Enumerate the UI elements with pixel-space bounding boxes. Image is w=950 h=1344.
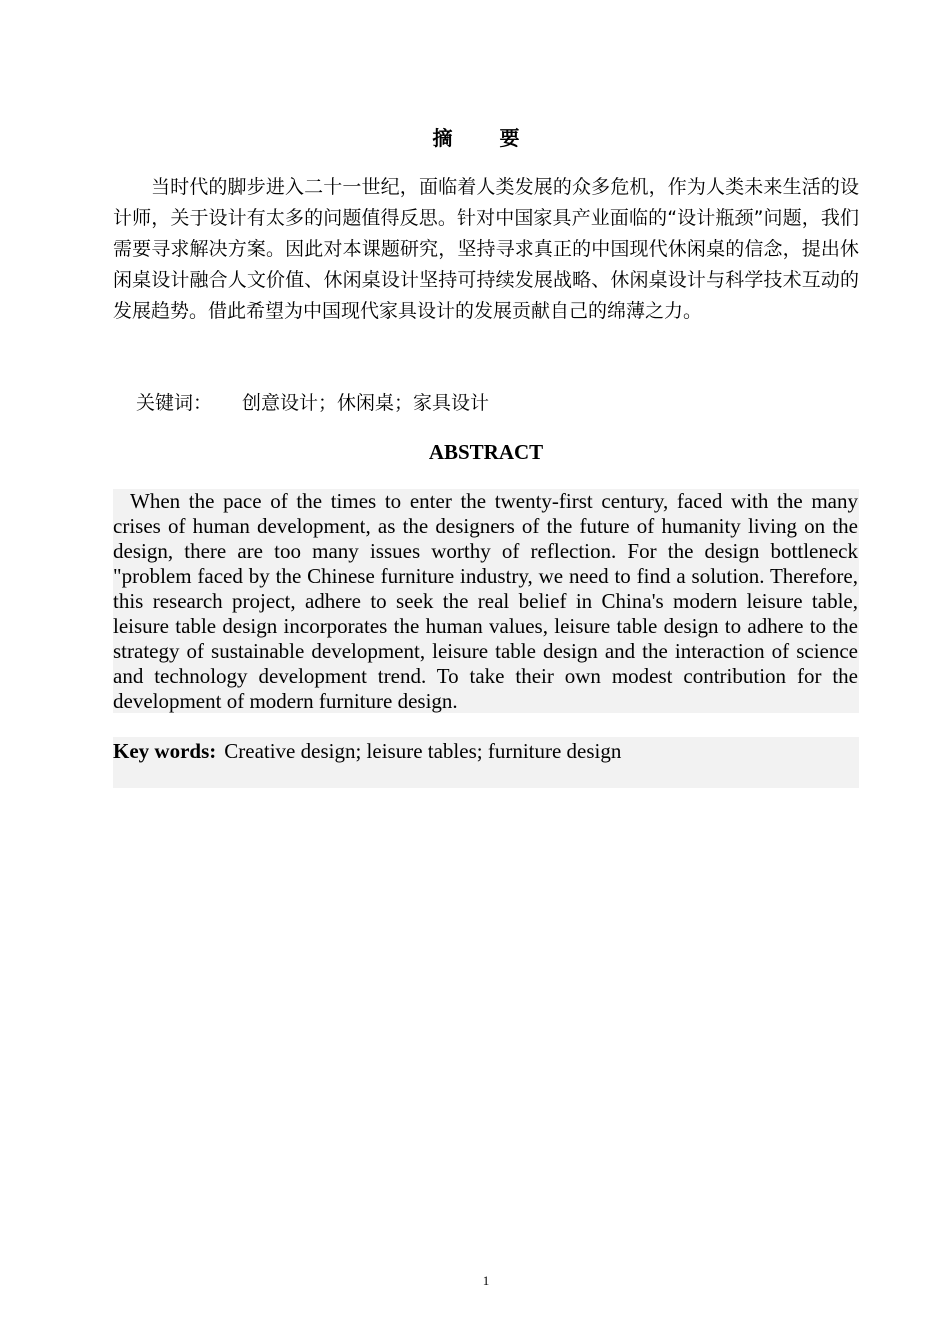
- chinese-keywords-label: 关键词：: [136, 392, 213, 414]
- english-keywords-label: Key words:: [113, 739, 217, 763]
- english-abstract-body: When the pace of the times to enter the twenty-first century, faced with the many crises of human development, as the designers of the future of humanity living on the design, there are too many issues worthy of reflection. For the design bottleneck "problem faced by the Chinese furniture industry, we need to find a solution. Therefore, this research project, adhere to seek the real belief in China's modern leisure table, leisure table design incorporates the human values, leisure table design to adhere to the strategy of sustainable development, leisure table design and the interaction of science and technology development trend. To take their own modest contribution for the development of modern furniture design.: [113, 489, 858, 713]
- chinese-keywords-value: 创意设计；休闲桌；家具设计: [242, 392, 490, 414]
- english-keywords: [113, 737, 859, 788]
- chinese-keywords: [136, 388, 489, 415]
- english-abstract-title: ABSTRACT: [428, 440, 544, 464]
- chinese-abstract-body: 当时代的脚步进入二十一世纪，面临着人类发展的众多危机，作为人类未来生活的设计师，关于设计有太多的问题值得反思。针对中国家具产业面临的“设计瓶颈”问题，我们需要寻求解决方案。因此对本课题研究，坚持寻求真正的中国现代休闲桌的信念，提出休闲桌设计融合人文价值、休闲桌设计坚持可持续发展战略、休闲桌设计与科学技术互动的发展趋势。借此希望为中国现代家具设计的发展贡献自己的绵薄之力。: [113, 176, 859, 322]
- english-keywords-value: Creative design; leisure tables; furniture design: [224, 739, 622, 763]
- chinese-abstract-title: 摘 要: [432, 126, 540, 150]
- page-number: 1: [482, 1273, 490, 1288]
